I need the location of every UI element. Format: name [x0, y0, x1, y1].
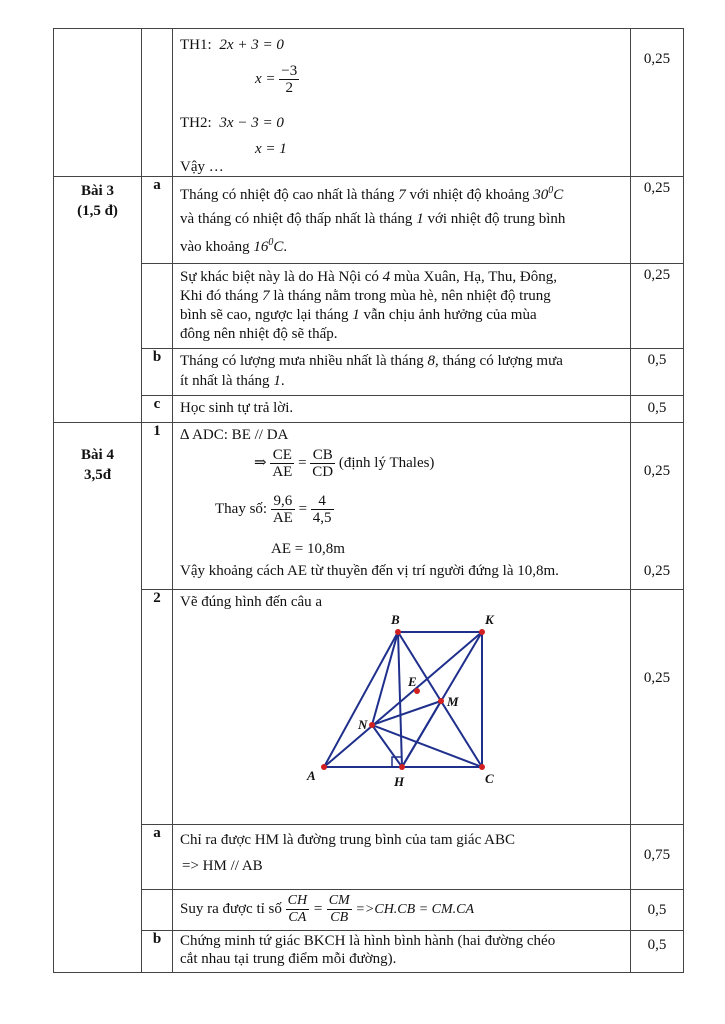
- x-equals-1: x = 1: [255, 141, 287, 157]
- point-value: 0,5: [647, 400, 667, 416]
- point-cell: [631, 890, 684, 931]
- grading-table: [53, 28, 684, 973]
- bai3-a2-cell: Sự khác biệt này là do Hà Nội có 4 mùa Xuân, Hạ, Thu, Đông, Khi đó tháng 7 là tháng nằm trong mùa hè, nên nhiệt độ trung bình sẽ cao, ngược lại tháng 1 vẫn chịu ảnh hưởng của mùa đông nên nhiệt độ sẽ thấp.: [173, 264, 631, 349]
- point-cell: [631, 29, 684, 177]
- table-row: [54, 396, 684, 423]
- bai4-a-cell: Chỉ ra được HM là đường trung bình của tam giác ABC => HM // AB: [173, 825, 631, 890]
- empty-cell: [142, 29, 173, 177]
- point-value: 0,5: [647, 937, 667, 953]
- point-A: [321, 764, 327, 770]
- table-row: [54, 931, 684, 973]
- thales-equation: ⇒ $\frac{CE}{AE}$ = $\frac{CB}{CD}$ (định lý Thales): [254, 447, 435, 480]
- sub-label-1: 1: [142, 423, 173, 590]
- sub-label-a: a: [142, 177, 173, 264]
- table-row: [54, 590, 684, 825]
- geometry-figure: [173, 590, 631, 824]
- sub-label-2: 2: [142, 590, 173, 825]
- point-cell: [631, 590, 684, 825]
- x-fraction-line: [255, 63, 299, 96]
- bai4-b-cell: Chứng minh tứ giác BKCH là hình bình hành (hai đường chéo cắt nhau tại trung điểm mỗi đường).: [173, 931, 631, 973]
- point-value: 0,25: [643, 267, 671, 283]
- point-cell: [631, 396, 684, 423]
- point-K: [479, 629, 485, 635]
- point-C: [479, 764, 485, 770]
- th1-equation: 2x + 3 = 0: [219, 37, 284, 53]
- point-value: 0,5: [647, 902, 667, 918]
- conclusion-text: Vậy …: [180, 159, 224, 175]
- bai3-b-cell: Tháng có lượng mưa nhiều nhất là tháng 8, tháng có lượng mưa ít nhất là tháng 1.: [173, 349, 631, 396]
- point-value: 0,25: [643, 180, 671, 196]
- segment-NM: [372, 701, 441, 725]
- conclusion-line: Vậy khoảng cách AE từ thuyền đến vị trí người đứng là 10,8m.: [180, 563, 559, 579]
- point-cell: [631, 349, 684, 396]
- point-cell: [631, 825, 684, 890]
- th2-equation: 3x − 3 = 0: [219, 115, 284, 131]
- fraction-minus3-over-2: $\frac{-3}{2}$: [281, 63, 298, 96]
- sub-label-b: b: [142, 931, 173, 973]
- sub-label-b: b: [142, 349, 173, 396]
- bai3-label-cell: [54, 177, 142, 423]
- point-H: [399, 764, 405, 770]
- bai4-figure-cell: [173, 590, 631, 825]
- figure-instruction: Vẽ đúng hình đến câu a: [180, 594, 323, 610]
- empty-cell: [142, 890, 173, 931]
- label-C: C: [485, 771, 494, 786]
- empty-cell: [142, 264, 173, 349]
- triangle-line: ∆ ADC: BE // DA: [180, 427, 289, 443]
- label-B: B: [391, 612, 400, 627]
- table-row: [54, 825, 684, 890]
- substitution-equation: Thay số: $\frac{9,6}{AE}$ = $\frac{4}{4,5}$: [215, 493, 332, 526]
- point-cell: [631, 177, 684, 264]
- label-K: K: [485, 612, 494, 627]
- th1-label: TH1:: [180, 37, 212, 53]
- label-M: M: [447, 694, 459, 709]
- point-cell: [631, 931, 684, 973]
- bai4-part1-cell: [173, 423, 631, 590]
- point-cell: [631, 264, 684, 349]
- bai4-a2-cell: Suy ra được tỉ số $\frac{CH}{CA}$ = $\frac{CM}{CB}$ =>CH.CB = CM.CA: [173, 890, 631, 931]
- point-value: 0,25: [643, 463, 671, 479]
- th2-label: TH2:: [180, 115, 212, 131]
- bai4-label-cell: [54, 423, 142, 973]
- sub-label-c: c: [142, 396, 173, 423]
- th1-line: [180, 37, 284, 54]
- label-H: H: [394, 774, 405, 789]
- empty-cell: [54, 29, 142, 177]
- table-row: [54, 264, 684, 349]
- point-value: 0,25: [643, 563, 671, 579]
- point-value: 0,25: [643, 51, 671, 67]
- table-row: [54, 423, 684, 590]
- label-E: E: [408, 674, 417, 689]
- table-row: [54, 890, 684, 931]
- bai3-c-cell: Học sinh tự trả lời.: [173, 396, 631, 423]
- point-value: 0,75: [643, 847, 671, 863]
- point-cell: [631, 423, 684, 590]
- point-N: [369, 722, 375, 728]
- table-row: [54, 177, 684, 264]
- point-B: [395, 629, 401, 635]
- th-cases-cell: [173, 29, 631, 177]
- segment-NB: [372, 632, 398, 725]
- segment-HM: [402, 701, 441, 767]
- result-line: AE = 10,8m: [271, 541, 345, 557]
- bai3-score: (1,5 đ): [77, 203, 118, 219]
- bai3-a-cell: Tháng có nhiệt độ cao nhất là tháng 7 với nhiệt độ khoảng $30^0C$ và tháng có nhiệt độ thấp nhất là tháng 1 với nhiệt độ trung bình vào khoảng $16^0C$.: [173, 177, 631, 264]
- segment-NC: [372, 725, 482, 767]
- label-A: A: [307, 768, 316, 783]
- th2-line: [180, 115, 284, 132]
- bai4-title: Bài 4: [81, 447, 114, 463]
- point-value: 0,5: [647, 352, 667, 368]
- table-row: [54, 349, 684, 396]
- table-row: [54, 29, 684, 177]
- x-equals: x =: [255, 70, 276, 87]
- label-N: N: [358, 717, 368, 732]
- point-value: 0,25: [643, 670, 671, 686]
- segment-BH: [398, 632, 402, 767]
- point-M: [438, 698, 444, 704]
- sub-label-a: a: [142, 825, 173, 890]
- bai4-score: 3,5đ: [83, 467, 112, 483]
- bai3-title: Bài 3: [81, 183, 114, 199]
